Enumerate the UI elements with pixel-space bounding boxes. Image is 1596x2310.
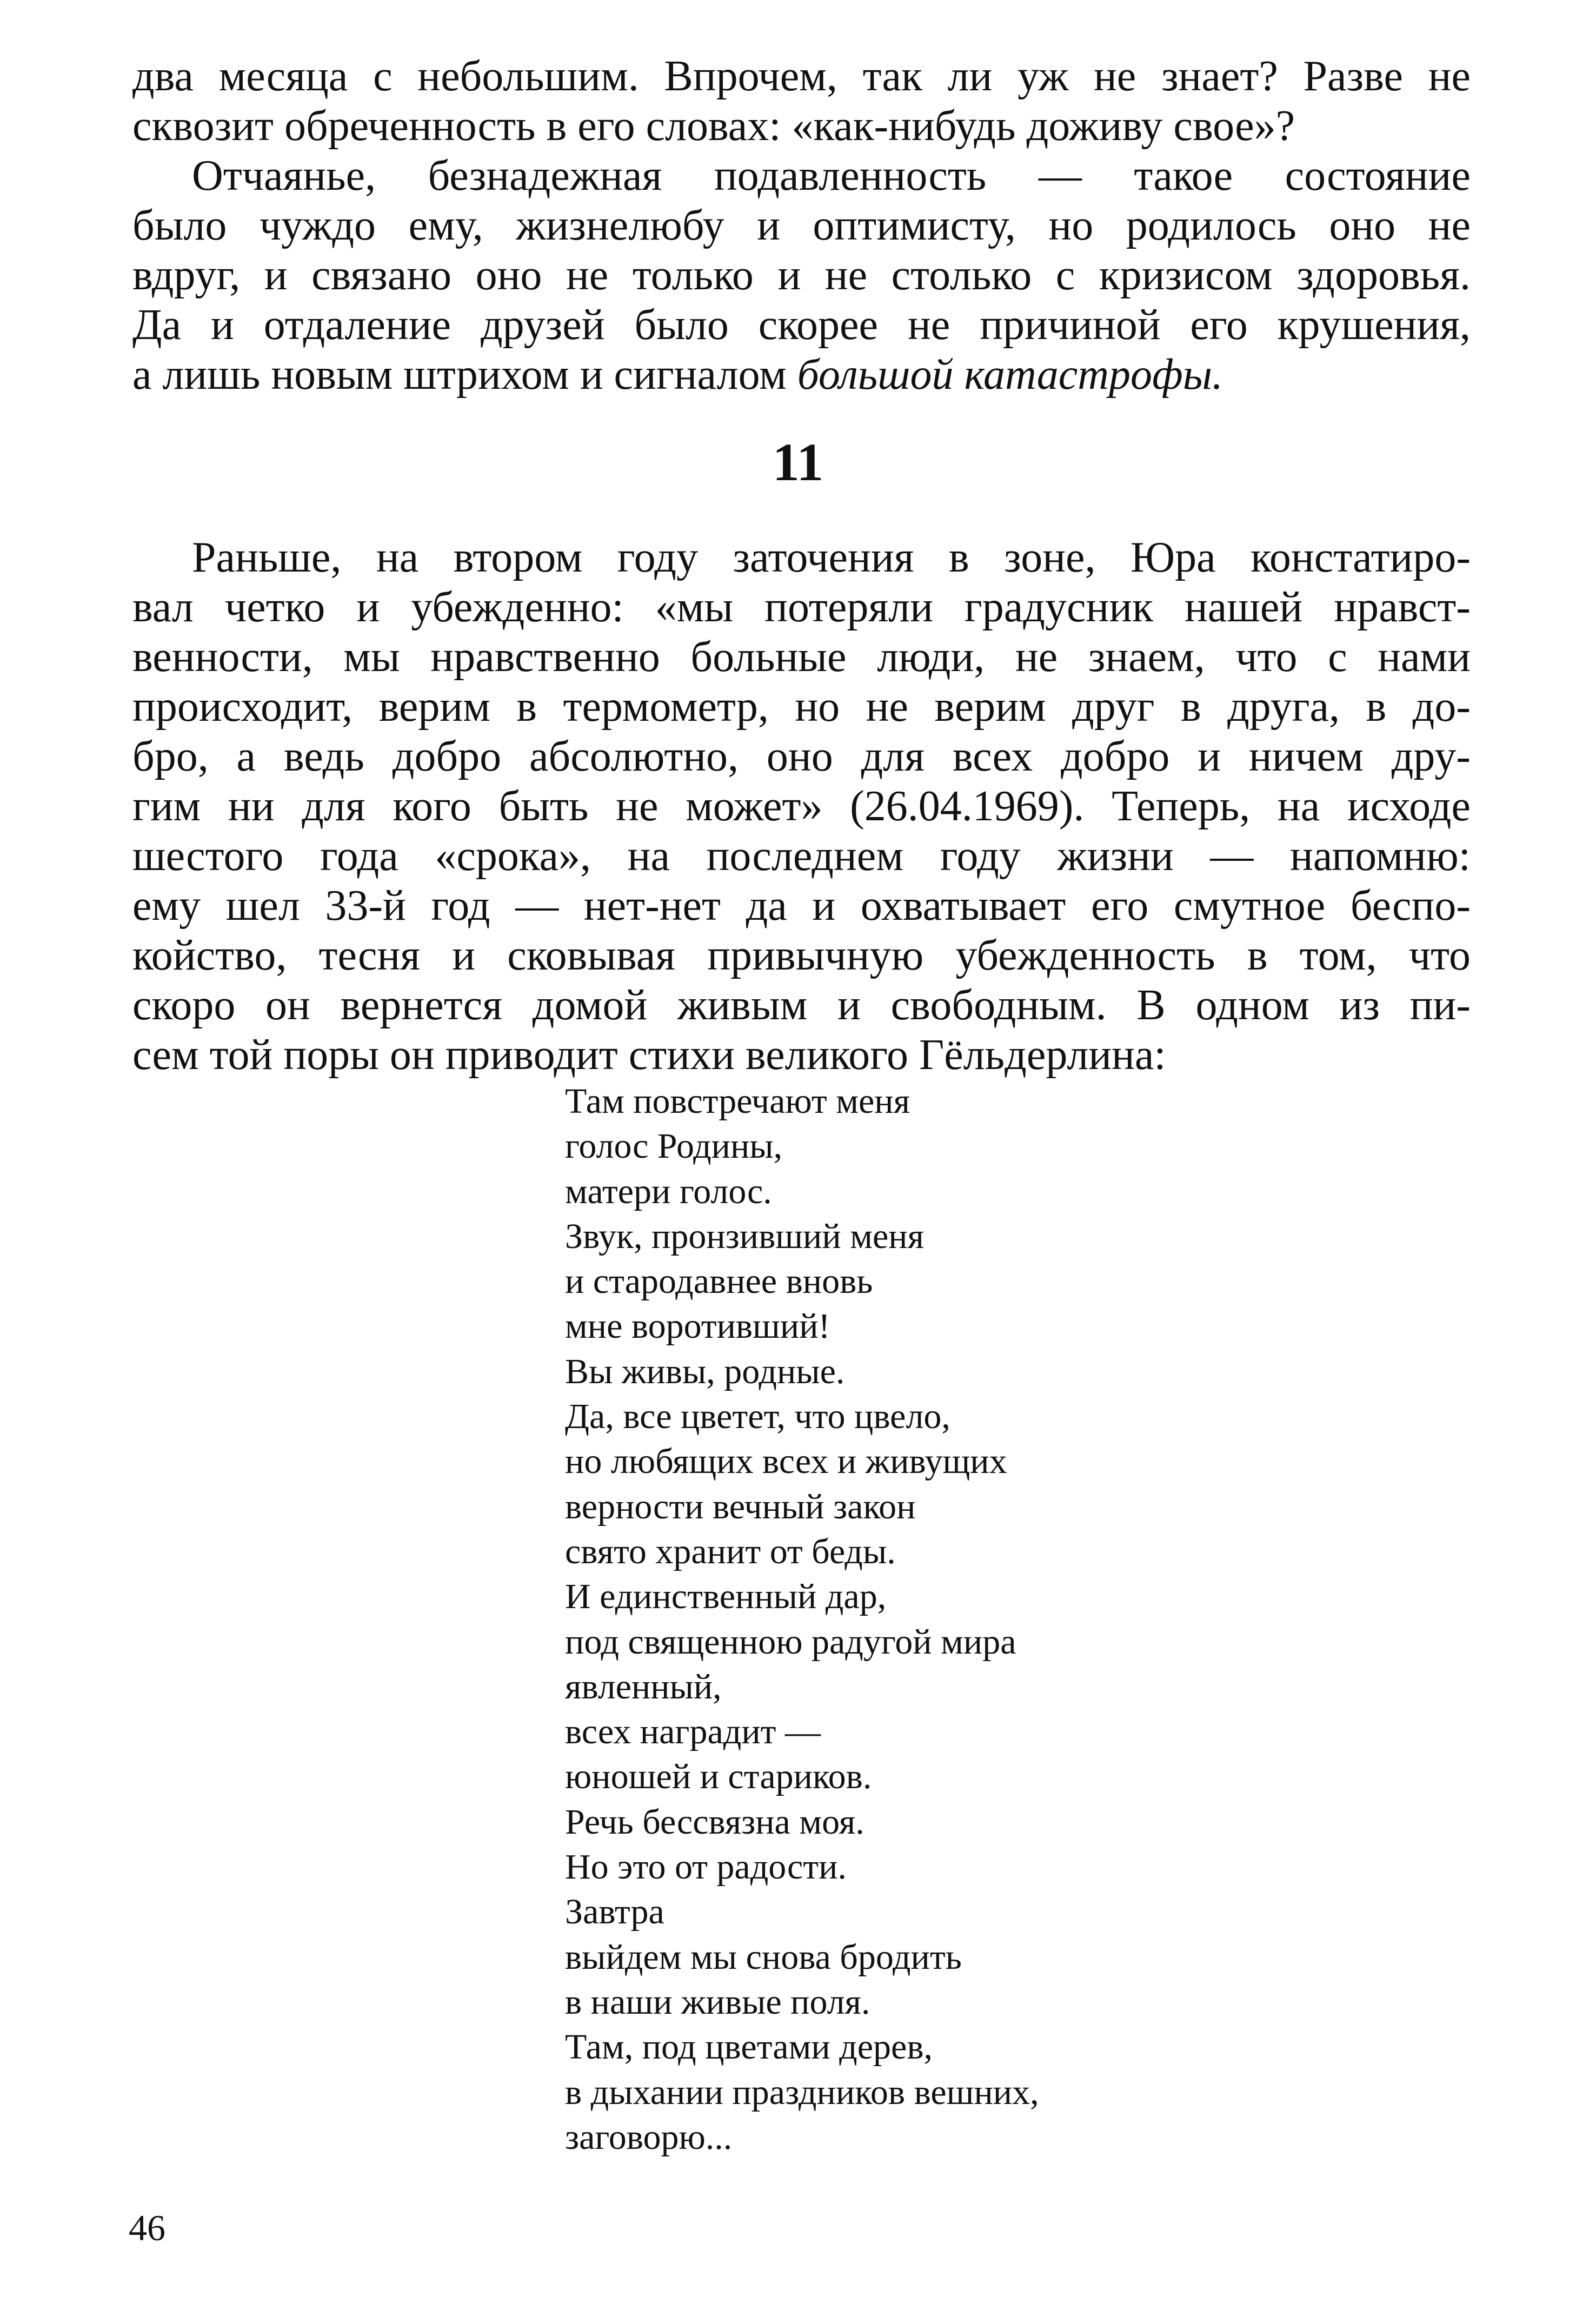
poem-line: выйдем мы снова бродить <box>565 1937 962 1977</box>
poem-line: мне воротивший! <box>565 1306 830 1346</box>
poem-quote <box>565 1079 1322 2160</box>
poem-line: Звук, пронзивший меня <box>565 1216 924 1256</box>
text-span: а лишь новым штрихом и сигналом <box>132 351 797 399</box>
poem-line: Да, все цветет, что цвело, <box>565 1397 950 1437</box>
poem-line: в дыхании праздников вешних, <box>565 2072 1039 2112</box>
poem-line: под священною радугой мира <box>565 1622 1016 1662</box>
text-line: Раньше, на втором году заточения в зоне, Юра констатиро- <box>192 534 1471 581</box>
poem-line: Вы живы, родные. <box>565 1351 845 1391</box>
text-line: ему шел 33-й год — нет-нет да и охватывает его смутное беспо- <box>132 882 1471 930</box>
poem-line: юношей и стариков. <box>565 1757 872 1797</box>
poem-line: Но это от радости. <box>565 1847 847 1887</box>
text-line: было чуждо ему, жизнелюбу и оптимисту, но родилось оно не <box>132 202 1471 249</box>
poem-line: Завтра <box>565 1892 664 1932</box>
text-line <box>132 350 1471 400</box>
poem-line: свято хранит от беды. <box>565 1531 896 1571</box>
poem-line: но любящих всех и живущих <box>565 1442 1007 1482</box>
poem-line: верности вечный закон <box>565 1486 916 1526</box>
text-line: вал четко и убежденно: «мы потеряли градусник нашей нравст- <box>132 583 1471 631</box>
text-line: венности, мы нравственно больные люди, не знаем, что с нами <box>132 633 1471 681</box>
poem-line: Там повстречают меня <box>565 1081 910 1121</box>
text-line: Да и отдаление друзей было скорее не причиной его крушения, <box>132 301 1471 349</box>
emphasis-text: большой катастрофы. <box>797 351 1223 399</box>
text-line: сквозит обреченность в его словах: «как-нибудь доживу свое»? <box>132 102 1295 150</box>
poem-line: всех наградит — <box>565 1712 821 1752</box>
page-number: 46 <box>129 2207 165 2248</box>
poem-line: Там, под цветами дерев, <box>565 2027 933 2067</box>
poem-line: матери голос. <box>565 1171 772 1211</box>
text-line: два месяца с небольшим. Впрочем, так ли уж не знает? Разве не <box>132 52 1471 100</box>
poem-line: в наши живые поля. <box>565 1982 870 2022</box>
poem-line: И единственный дар, <box>565 1577 887 1617</box>
text-line: Отчаянье, безнадежная подавленность — такое состояние <box>192 152 1471 200</box>
text-line: сем той поры он приводит стихи великого Гёльдерлина: <box>132 1031 1166 1079</box>
text-line: скоро он вернется домой живым и свободным. В одном из пи- <box>132 981 1471 1029</box>
poem-line: заговорю... <box>565 2117 733 2157</box>
text-line: происходит, верим в термометр, но не верим друг в друга, в до- <box>132 683 1471 731</box>
poem-line: голос Родины, <box>565 1126 783 1166</box>
text-line: гим ни для кого быть не может» (26.04.1969). Теперь, на исходе <box>132 782 1471 830</box>
poem-line: и стародавнее вновь <box>565 1262 873 1302</box>
poem-line: Речь бессвязна моя. <box>565 1802 864 1842</box>
text-line: вдруг, и связано оно не только и не столько с кризисом здоровья. <box>132 251 1471 299</box>
text-line: койство, тесня и сковывая привычную убежденность в том, что <box>132 932 1471 979</box>
poem-line: явленный, <box>565 1667 722 1707</box>
chapter-number: 11 <box>772 432 824 492</box>
text-line: шестого года «срока», на последнем году жизни — напомню: <box>132 832 1471 880</box>
text-line: бро, а ведь добро абсолютно, оно для всех добро и ничем дру- <box>132 733 1471 780</box>
